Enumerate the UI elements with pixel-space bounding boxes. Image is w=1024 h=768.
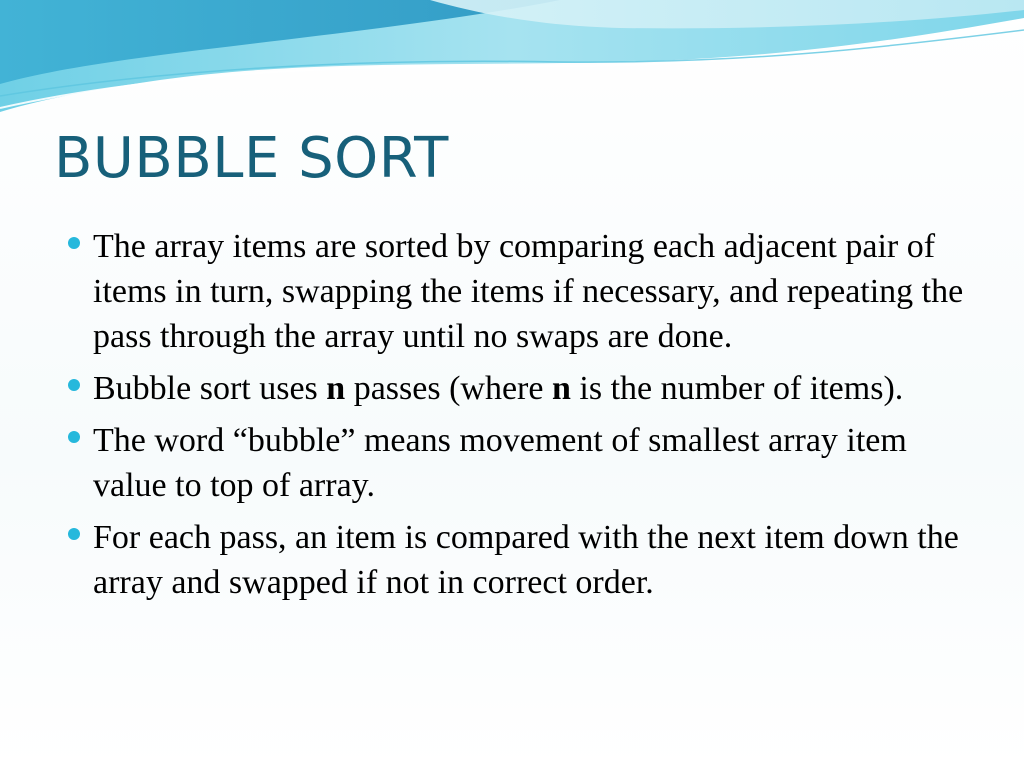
bullet-text-part: is the number of items). (570, 370, 904, 407)
bullet-item (68, 224, 968, 359)
bullet-item (68, 366, 968, 411)
wave-banner-decoration (0, 0, 1024, 130)
bullet-text-part: passes (where (345, 370, 552, 407)
slide-title: BUBBLE SORT (54, 126, 449, 191)
bullet-text-part: Bubble sort uses (93, 370, 327, 407)
bullet-text: For each pass, an item is compared with the next item down the array and swapped if not in correct order. (93, 519, 959, 601)
bullet-bold-n: n (326, 370, 346, 407)
bullet-text: The array items are sorted by comparing each adjacent pair of items in turn, swapping the items if necessary, and repeating the pass through the array until no swaps are done. (93, 228, 964, 355)
bullet-item (68, 418, 968, 508)
bullet-dot-icon (68, 431, 80, 443)
bullet-dot-icon (68, 379, 80, 391)
bullet-list (68, 224, 968, 612)
bullet-dot-icon (68, 528, 80, 540)
bullet-dot-icon (68, 237, 80, 249)
bullet-bold-n: n (551, 370, 571, 407)
bullet-text: The word “bubble” means movement of smallest array item value to top of array. (93, 422, 907, 504)
bullet-item (68, 515, 968, 605)
